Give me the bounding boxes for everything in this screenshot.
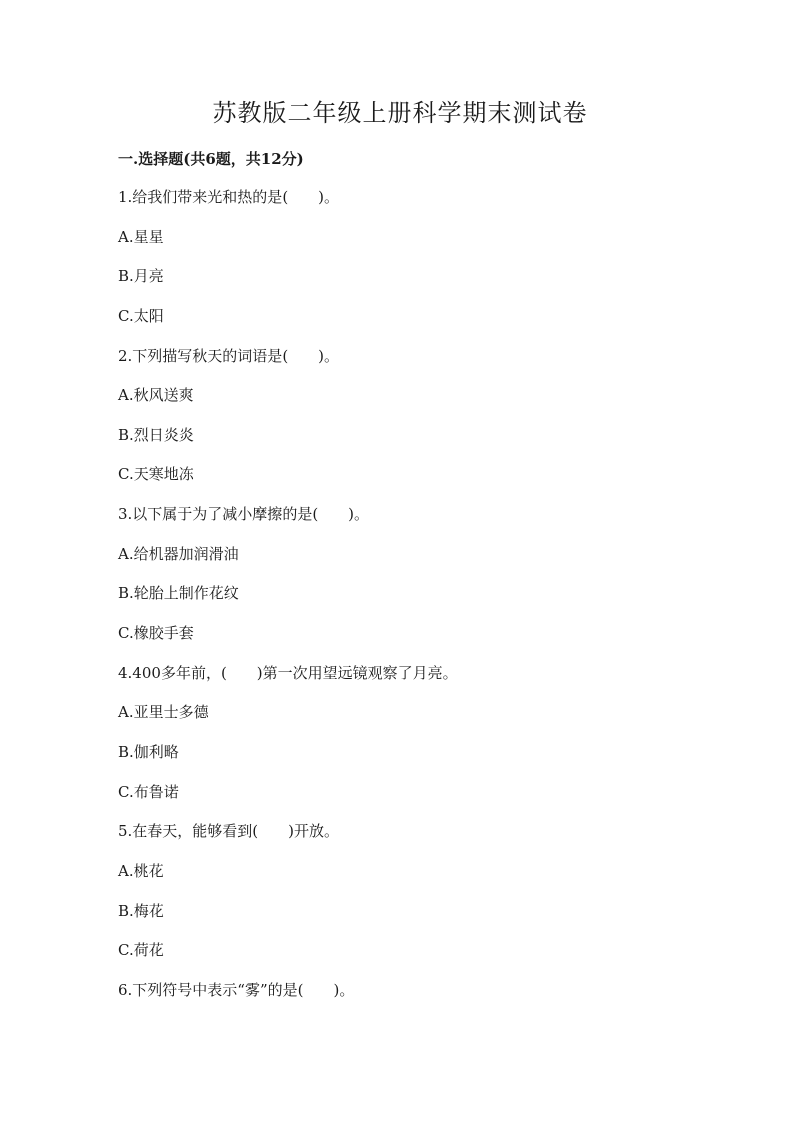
question-6: 6.下列符号中表示“雾”的是( )。	[118, 980, 355, 999]
question-5-option-c: C.荷花	[118, 941, 164, 960]
question-3-option-a: A.给机器加润滑油	[118, 544, 239, 563]
question-3: 3.以下属于为了减小摩擦的是( )。	[118, 505, 370, 524]
question-1-option-c: C.太阳	[118, 306, 164, 325]
question-5-option-a: A.桃花	[118, 861, 164, 880]
question-4-option-a: A.亚里士多德	[118, 703, 209, 722]
question-3-option-c: C.橡胶手套	[118, 624, 194, 643]
section-heading: 一.选择题(共6题，共12分)	[118, 150, 304, 168]
question-1-option-a: A.星星	[118, 227, 164, 246]
question-2-option-a: A.秋风送爽	[118, 386, 194, 405]
question-4-option-c: C.布鲁诺	[118, 782, 179, 801]
question-5-option-b: B.梅花	[118, 901, 164, 920]
question-2: 2.下列描写秋天的词语是( )。	[118, 346, 340, 365]
question-2-option-b: B.烈日炎炎	[118, 425, 194, 444]
question-list	[118, 186, 718, 1018]
question-3-option-b: B.轮胎上制作花纹	[118, 584, 239, 603]
question-4-option-b: B.伽利略	[118, 742, 179, 761]
question-5: 5.在春天，能够看到( )开放。	[118, 822, 340, 841]
exam-title: 苏教版二年级上册科学期末测试卷	[212, 99, 588, 127]
question-1: 1.给我们带来光和热的是( )。	[118, 188, 340, 206]
question-1-option-b: B.月亮	[118, 267, 164, 286]
question-4: 4.400多年前，( )第一次用望远镜观察了月亮。	[118, 663, 458, 682]
question-2-option-c: C.天寒地冻	[118, 465, 194, 484]
